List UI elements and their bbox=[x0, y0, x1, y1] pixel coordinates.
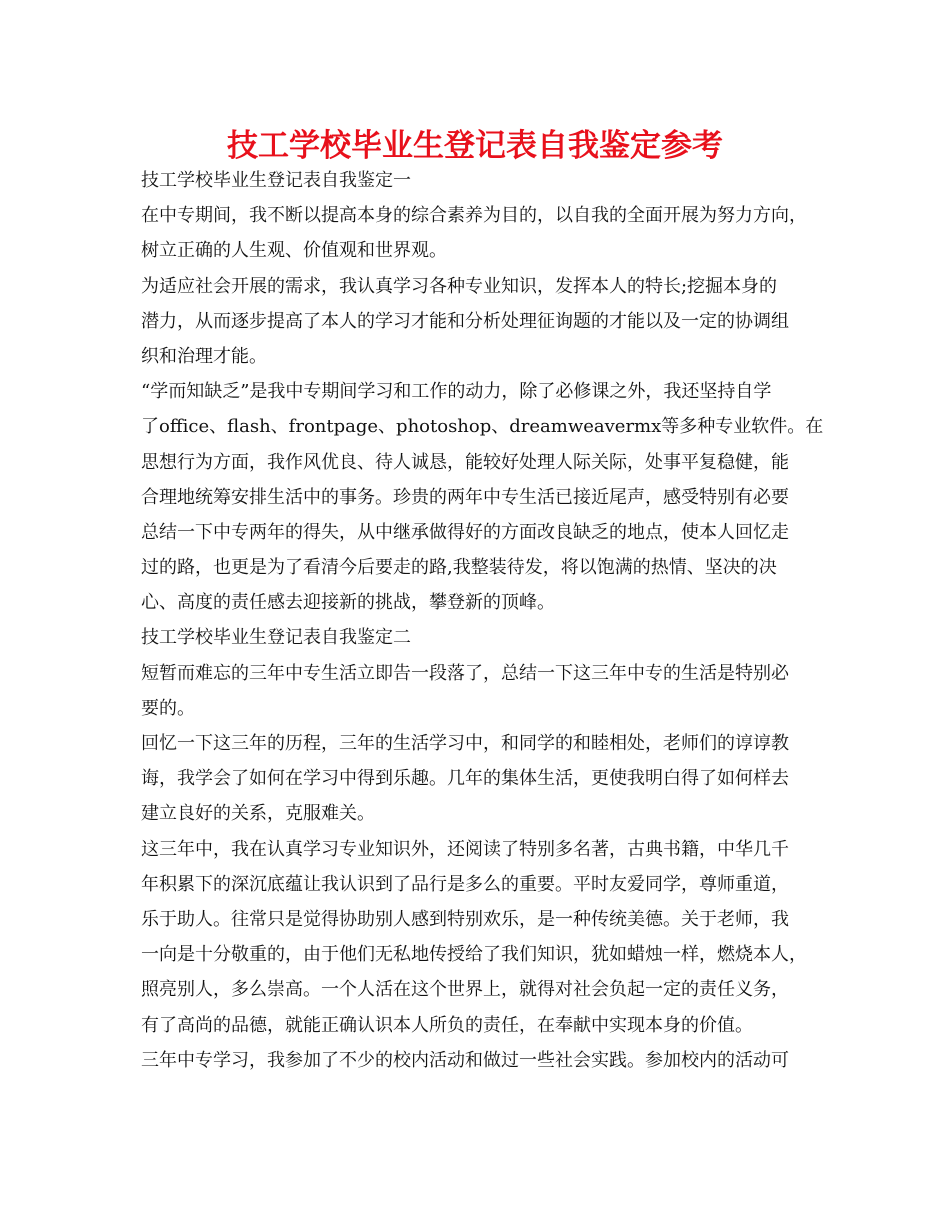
text-line: 织和治理才能。 bbox=[141, 345, 267, 367]
paragraph bbox=[141, 198, 841, 268]
text-line: 了office、flash、frontpage、photoshop、dreamweavermx等多种专业软件。在 bbox=[141, 416, 824, 438]
text-line: 过的路，也更是为了看清今后要走的路,我整装待发，将以饱满的热情、坚决的决 bbox=[141, 557, 777, 579]
text-line: 建立良好的关系，克服难关。 bbox=[141, 803, 375, 825]
text-line: 这三年中，我在认真学习专业知识外，还阅读了特别多名著，古典书籍，中华几千 bbox=[141, 838, 789, 860]
text-line: 年积累下的深沉底蕴让我认识到了品行是多么的重要。平时友爱同学，尊师重道， bbox=[141, 873, 789, 895]
text-line: 思想行为方面，我作风优良、待人诚恳，能较好处理人际关际，处事平复稳健，能 bbox=[141, 451, 789, 473]
text-line: 有了高尚的品德，就能正确认识本人所负的责任，在奉献中实现本身的价值。 bbox=[141, 1014, 753, 1036]
text-line: 乐于助人。往常只是觉得协助别人感到特别欢乐，是一种传统美德。关于老师，我 bbox=[141, 908, 789, 930]
document-title: 技工学校毕业生登记表自我鉴定参考 bbox=[227, 128, 723, 164]
text-line: 短暂而难忘的三年中专生活立即告一段落了，总结一下这三年中专的生活是特别必 bbox=[141, 662, 789, 684]
text-line: “学而知缺乏”是我中专期间学习和工作的动力，除了必修课之外，我还坚持自学 bbox=[141, 381, 772, 403]
text-line: 心、高度的责任感去迎接新的挑战，攀登新的顶峰。 bbox=[141, 592, 555, 614]
paragraph bbox=[141, 1043, 841, 1078]
paragraph bbox=[141, 656, 841, 726]
text-line: 诲，我学会了如何在学习中得到乐趣。几年的集体生活，更使我明白得了如何样去 bbox=[141, 768, 789, 790]
text-line: 三年中专学习，我参加了不少的校内活动和做过一些社会实践。参加校内的活动可 bbox=[141, 1049, 789, 1071]
text-line: 要的。 bbox=[141, 697, 195, 719]
text-line: 回忆一下这三年的历程，三年的生活学习中，和同学的和睦相处，老师们的谆谆教 bbox=[141, 733, 789, 754]
section-heading-1: 技工学校毕业生登记表自我鉴定一 bbox=[141, 170, 411, 191]
text-line: 合理地统筹安排生活中的事务。珍贵的两年中专生活已接近尾声，感受特别有必要 bbox=[141, 486, 789, 508]
paragraph bbox=[141, 726, 841, 832]
text-line: 在中专期间，我不断以提高本身的综合素养为目的，以自我的全面开展为努力方向， bbox=[141, 205, 807, 227]
text-line: 照亮别人，多么崇高。一个人活在这个世界上，就得对社会负起一定的责任义务， bbox=[141, 979, 789, 1001]
text-line: 树立正确的人生观、价值观和世界观。 bbox=[141, 240, 447, 262]
text-line: 潜力，从而逐步提高了本人的学习才能和分析处理征询题的才能以及一定的协调组 bbox=[141, 310, 789, 332]
paragraph bbox=[141, 832, 841, 1043]
section-heading-2: 技工学校毕业生登记表自我鉴定二 bbox=[141, 627, 411, 649]
paragraph bbox=[141, 269, 841, 375]
text-line: 为适应社会开展的需求，我认真学习各种专业知识，发挥本人的特长;挖掘本身的 bbox=[141, 275, 778, 297]
text-line: 总结一下中专两年的得失，从中继承做得好的方面改良缺乏的地点，使本人回忆走 bbox=[141, 521, 789, 543]
text-line: 一向是十分敬重的，由于他们无私地传授给了我们知识，犹如蜡烛一样，燃烧本人， bbox=[141, 944, 807, 966]
document-body bbox=[141, 163, 841, 1078]
paragraph bbox=[141, 374, 841, 620]
